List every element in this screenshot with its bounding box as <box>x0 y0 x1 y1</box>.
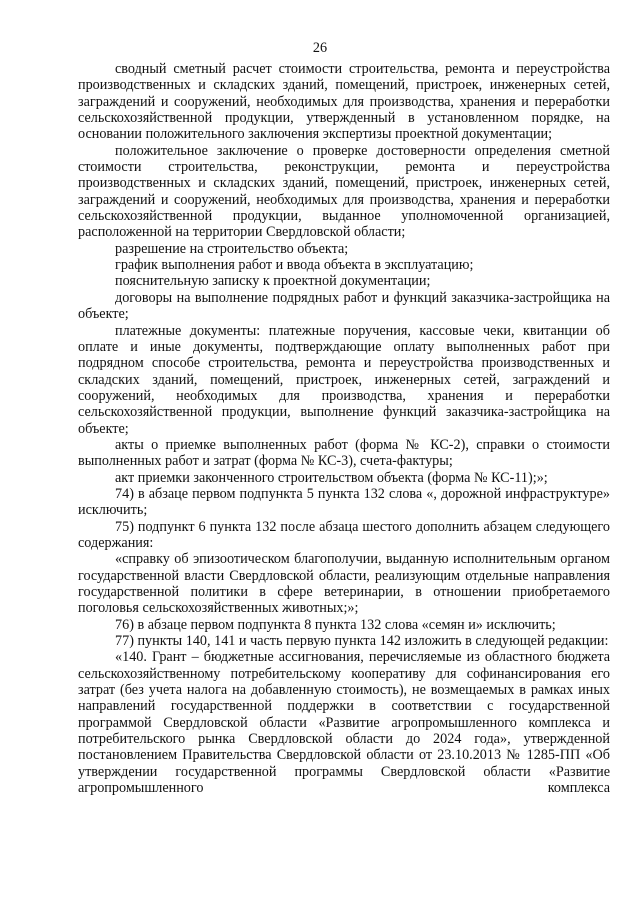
paragraph-item-76: 76) в абзаце первом подпункта 8 пункта 132 слова «семян и» исключить; <box>115 616 556 633</box>
paragraph-item-140-grant: «140. Грант – бюджетные ассигнования, перечисляемые из областного бюджета сельскохозяйственному потребительскому кооперативу для софинансирования его затрат (без учета налога на добавленную стоимость), не возмещаемых в рамках иных направлений государственной поддержки в соответствии с государственной программой Свердловской области «Развитие агропромышленного комплекса и потребительского рынка Свердловской области до 2024 года», утвержденной постановлением Правительства Свердловской области от 23.10.2013 № 1285-ПП «Об утверждении государственной программы Свердловской области «Развитие агропромышленного комплекса <box>78 649 610 797</box>
paragraph-explanatory-note: пояснительную записку к проектной документации; <box>115 273 431 290</box>
paragraph-completion-act: акт приемки законченного строительством объекта (форма № КС-11);»; <box>115 469 548 486</box>
paragraph-acceptance-acts: акты о приемке выполненных работ (форма № КС-2), справки о стоимости выполненных работ и затрат (форма № КС-3), счета-фактуры; <box>78 436 610 470</box>
paragraph-work-schedule: график выполнения работ и ввода объекта в эксплуатацию; <box>115 257 474 274</box>
paragraph-contracts: договоры на выполнение подрядных работ и функций заказчика-застройщика на объекте; <box>78 289 610 323</box>
paragraph-item-74: 74) в абзаце первом подпункта 5 пункта 132 слова «, дорожной инфраструктуре» исключить; <box>78 485 610 519</box>
page-number: 26 <box>312 40 328 56</box>
paragraph-summary-estimate: сводный сметный расчет стоимости строительства, ремонта и переустройства производственных и складских зданий, помещений, пристроек, инженерных сетей, заграждений и сооружений, необходимых для производства, хранения и переработки сельскохозяйственной продукции, утвержденный в установленном порядке, на основании положительного заключения экспертизы проектной документации; <box>78 61 610 143</box>
paragraph-expert-conclusion: положительное заключение о проверке достоверности определения сметной стоимости строительства, реконструкции, ремонта и переустройства производственных и складских зданий, помещений, пристроек, инженерных сетей, заграждений и сооружений, необходимых для производства, хранения и переработки сельскохозяйственной продукции, выданное уполномоченной организацией, расположенной на территории Свердловской области; <box>78 142 610 241</box>
paragraph-item-77: 77) пункты 140, 141 и часть первую пункта 142 изложить в следующей редакции: <box>115 633 609 650</box>
document-body <box>78 61 610 796</box>
paragraph-item-75: 75) подпункт 6 пункта 132 после абзаца шестого дополнить абзацем следующего содержания: <box>78 518 610 551</box>
paragraph-building-permit: разрешение на строительство объекта; <box>115 240 349 257</box>
paragraph-epizootic-certificate: «справку об эпизоотическом благополучии, выданную исполнительным органом государственной власти Свердловской области, реализующим отдельные направления государственной политики в сфере ветеринарии, в отношении приобретаемого поголовья сельскохозяйственных животных;»; <box>78 551 610 617</box>
paragraph-payment-documents: платежные документы: платежные поручения, кассовые чеки, квитанции об оплате и иные документы, подтверждающие оплату выполненных работ при подрядном способе строительства, ремонта и переустройства производственных и складских зданий, помещений, пристроек, инженерных сетей, заграждений и сооружений, необходимых для производства, хранения и переработки сельскохозяйственной продукции, выполнение функций заказчика-застройщика на объекте; <box>78 322 610 437</box>
